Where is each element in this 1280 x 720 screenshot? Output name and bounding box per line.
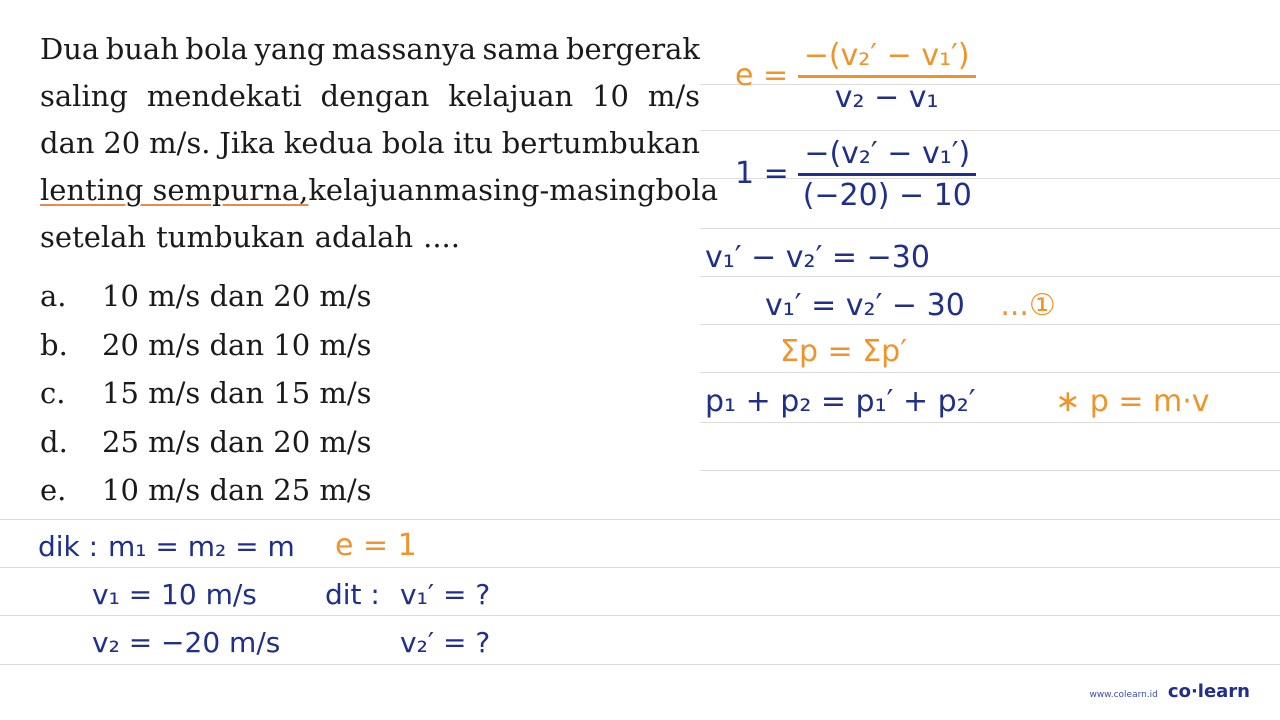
option-text: 20 m/s dan 10 m/s: [102, 327, 372, 362]
notebook-rule: [0, 664, 1280, 665]
word: yang: [254, 32, 326, 66]
word: setelah: [40, 220, 147, 254]
given-v1: v₁ = 10 m/s: [92, 578, 257, 611]
word: m/s: [647, 79, 700, 113]
word: dan: [40, 126, 95, 160]
answer-options: [40, 272, 372, 515]
option-d: [40, 418, 372, 467]
momentum-sum-equation: [705, 384, 1210, 419]
given-restitution: e = 1: [335, 528, 417, 563]
word: Dua: [40, 32, 100, 66]
momentum-conservation: Σp = Σp′: [780, 334, 908, 369]
option-letter: d.: [40, 424, 68, 459]
fraction-numerator: −(v₂′ − v₁′): [798, 136, 976, 176]
option-b: [40, 321, 372, 370]
fraction: [798, 38, 976, 115]
notebook-rule: [0, 567, 1280, 568]
fraction-numerator: −(v₂′ − v₁′): [798, 38, 976, 78]
notebook-rule: [0, 615, 1280, 616]
equation-text: v₁′ = v₂′ − 30: [765, 288, 965, 323]
word: kelajuan: [308, 173, 434, 207]
equation-lhs: 1 =: [735, 156, 789, 191]
brand-logo: co·learn: [1167, 681, 1250, 702]
option-letter: e.: [40, 473, 67, 507]
given-v2: v₂ = −20 m/s: [92, 626, 281, 659]
notebook-rule: [700, 130, 1280, 131]
velocity-relation-equation: [765, 288, 1056, 323]
asked-label: dit :: [325, 578, 380, 611]
substituted-equation: [735, 136, 976, 213]
option-e: [40, 466, 372, 515]
velocity-difference-equation: v₁′ − v₂′ = −30: [705, 240, 930, 275]
word: ....: [423, 220, 460, 254]
question-line-4: [40, 167, 719, 214]
given-label: dik :: [38, 530, 99, 563]
word: itu: [453, 126, 493, 160]
word: Jika: [219, 126, 276, 160]
option-text: 15 m/s dan 15 m/s: [102, 376, 372, 410]
equation-text: p₁ + p₂ = p₁′ + p₂′: [705, 384, 976, 419]
fraction: [798, 136, 976, 213]
website-url: www.colearn.id: [1089, 690, 1158, 700]
question-line-3: [40, 120, 700, 167]
asked-v1: v₁′ = ?: [400, 578, 491, 611]
notebook-rule: [700, 324, 1280, 325]
formula-note: ∗ p = m·v: [1055, 384, 1210, 419]
given-masses: m₁ = m₂ = m: [108, 530, 295, 563]
word: buah: [105, 32, 179, 66]
word: bergerak: [565, 32, 700, 66]
highlighted-term: lenting sempurna,: [40, 173, 309, 207]
fraction-denominator: (−20) − 10: [802, 178, 972, 213]
word: 20: [103, 126, 141, 160]
option-a: [40, 272, 372, 321]
option-letter: a.: [40, 279, 67, 313]
notebook-rule: [700, 470, 1280, 471]
notebook-rule: [700, 422, 1280, 423]
restitution-equation: [735, 38, 976, 115]
word: bola: [185, 32, 248, 66]
notebook-rule: [700, 276, 1280, 277]
word: bola: [655, 173, 719, 207]
option-text: 25 m/s dan 20 m/s: [102, 424, 372, 459]
word: kedua: [283, 126, 374, 160]
word: mendekati: [146, 79, 302, 113]
word: adalah: [314, 220, 414, 254]
word: bertumbukan: [501, 126, 700, 160]
word: massanya: [331, 32, 477, 66]
option-text: 10 m/s dan 25 m/s: [102, 473, 372, 507]
question-line-1: [40, 26, 700, 73]
option-letter: b.: [40, 327, 68, 362]
notebook-rule: [700, 228, 1280, 229]
word: masing-masing: [433, 173, 656, 207]
question-text: [40, 26, 719, 261]
word: 10: [592, 79, 629, 113]
option-text: 10 m/s dan 20 m/s: [102, 279, 372, 313]
word: kelajuan: [448, 79, 574, 113]
word: sama: [482, 32, 560, 66]
equation-lhs: e =: [735, 58, 789, 93]
word: tumbukan: [156, 220, 305, 254]
question-line-5: [40, 214, 700, 261]
word: bola: [381, 126, 445, 160]
word: saling: [40, 79, 128, 113]
fraction-denominator: v₂ − v₁: [834, 80, 939, 115]
footer-branding: [1089, 681, 1250, 702]
notebook-rule: [700, 372, 1280, 373]
asked-v2: v₂′ = ?: [400, 626, 491, 659]
option-letter: c.: [40, 376, 66, 410]
word: dengan: [320, 79, 430, 113]
option-c: [40, 369, 372, 418]
equation-tag: ...①: [1000, 288, 1056, 323]
notebook-rule: [0, 519, 1280, 520]
word: m/s.: [149, 126, 211, 160]
question-line-2: [40, 73, 700, 120]
